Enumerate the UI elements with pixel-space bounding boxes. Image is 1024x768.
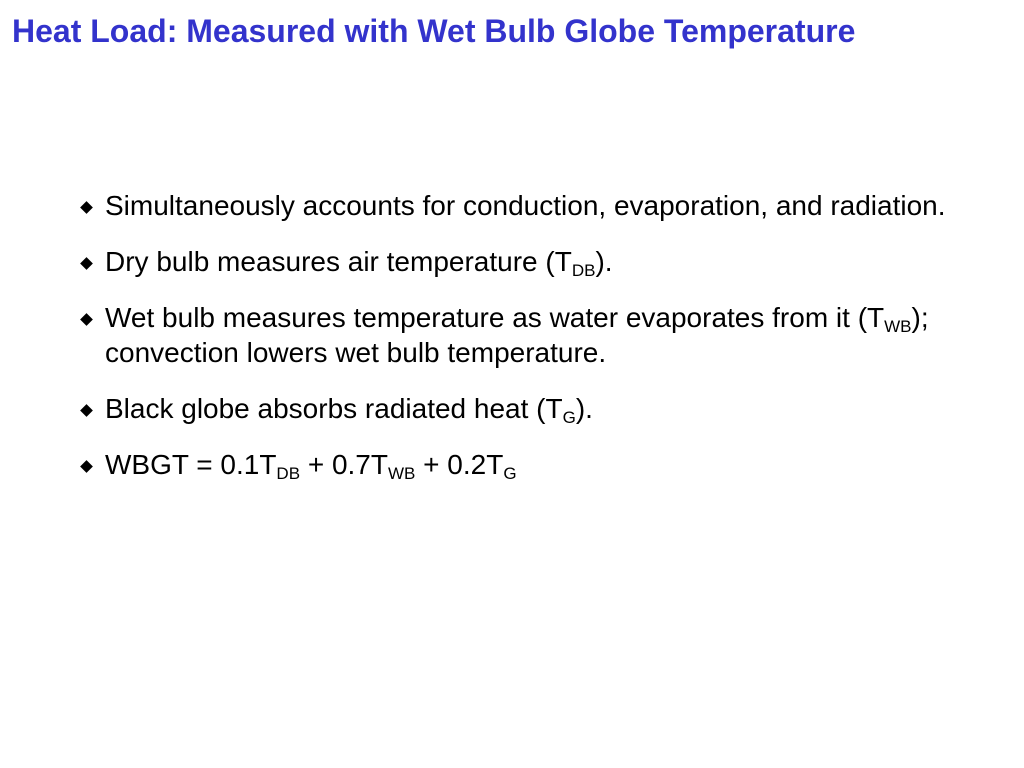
subscript: G (562, 408, 576, 427)
diamond-bullet-icon (80, 460, 93, 473)
formula-text: WBGT = 0.1T (105, 449, 277, 480)
diamond-bullet-icon (80, 313, 93, 326)
bullet-text: ). (575, 393, 593, 424)
diamond-bullet-icon (80, 201, 93, 214)
formula-text: + 0.2T (415, 449, 504, 480)
bullet-item (80, 391, 1010, 426)
subscript: WB (387, 464, 416, 483)
formula-text: + 0.7T (300, 449, 388, 480)
bullet-item (80, 300, 1010, 370)
diamond-bullet-icon (80, 404, 93, 417)
bullet-text: Simultaneously accounts for conduction, evaporation, and radiation. (105, 190, 946, 221)
bullet-item-formula (80, 447, 1010, 482)
diamond-bullet-icon (80, 257, 93, 270)
bullet-item (80, 188, 1010, 223)
bullet-text: Dry bulb measures air temperature (T (105, 246, 572, 277)
bullet-text: Wet bulb measures temperature as water evaporates from it (T (105, 302, 885, 333)
bullet-text: ); convection lowers wet bulb temperature. (105, 302, 929, 368)
subscript: G (503, 464, 517, 483)
subscript: DB (571, 261, 596, 280)
subscript: DB (276, 464, 301, 483)
bullet-item (80, 244, 1010, 279)
slide-title: Heat Load: Measured with Wet Bulb Globe Temperature (12, 13, 856, 49)
subscript: WB (884, 317, 912, 336)
bullet-text: ). (595, 246, 613, 277)
bullet-list (80, 188, 1010, 503)
bullet-text: Black globe absorbs radiated heat (T (105, 393, 563, 424)
